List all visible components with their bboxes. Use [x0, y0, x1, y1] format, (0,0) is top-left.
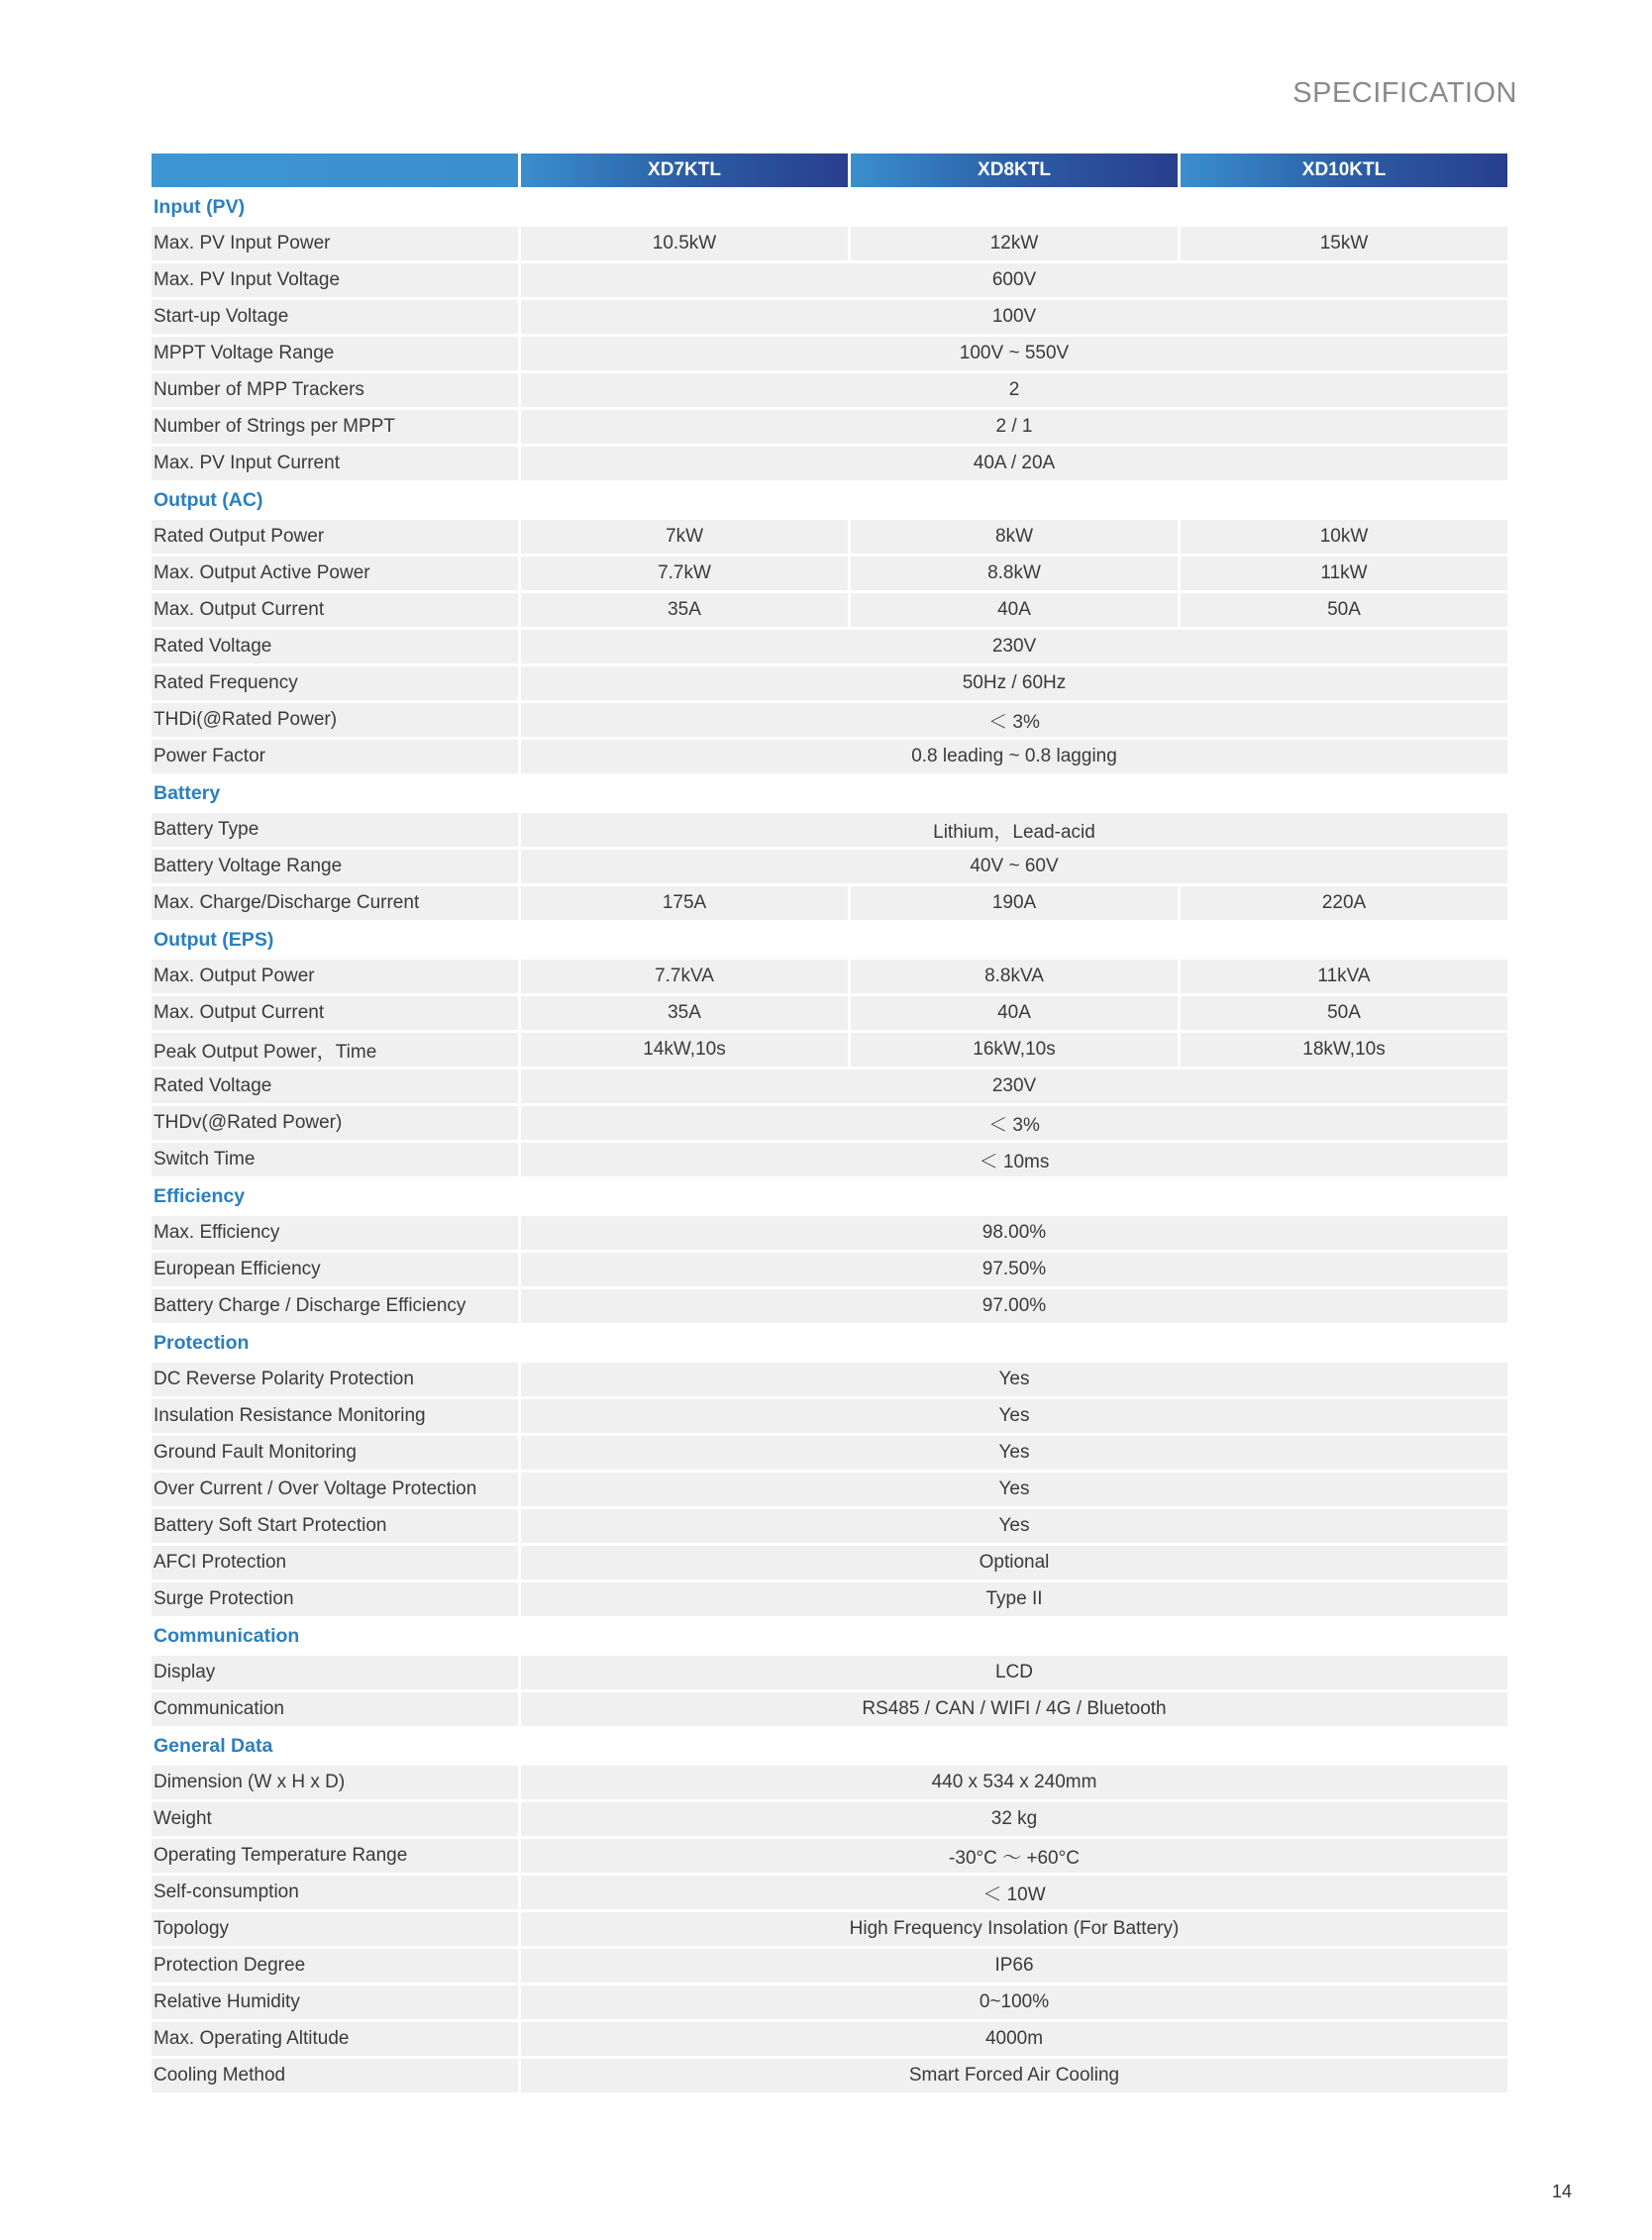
row-value-shared: 0~100%: [521, 1985, 1507, 2019]
table-row: [152, 263, 1507, 297]
section-title: Efficiency: [152, 1179, 1507, 1213]
row-value-shared: Lithium，Lead-acid: [521, 813, 1507, 847]
row-label: THDi(@Rated Power): [152, 703, 518, 737]
table-row: [152, 996, 1507, 1030]
row-value-shared: ＜ 10ms: [521, 1143, 1507, 1176]
row-label: Max. Output Power: [152, 960, 518, 993]
row-value-shared: 600V: [521, 263, 1507, 297]
row-value-shared: 2 / 1: [521, 410, 1507, 444]
row-value: 8.8kVA: [851, 960, 1178, 993]
row-label: Display: [152, 1656, 518, 1689]
row-label: MPPT Voltage Range: [152, 337, 518, 370]
page-header-title: SPECIFICATION: [1292, 77, 1517, 109]
table-row: [152, 886, 1507, 920]
section-row: [152, 923, 1507, 957]
table-row: [152, 1253, 1507, 1286]
row-value-shared: 32 kg: [521, 1802, 1507, 1836]
row-value-shared: 40A / 20A: [521, 447, 1507, 480]
row-value-shared: 4000m: [521, 2022, 1507, 2056]
row-value-shared: Smart Forced Air Cooling: [521, 2059, 1507, 2092]
column-header-xd10ktl: XD10KTL: [1181, 153, 1507, 187]
table-body: [152, 190, 1507, 2092]
row-label: Rated Voltage: [152, 1069, 518, 1103]
row-value-shared: 40V ~ 60V: [521, 850, 1507, 883]
row-label: Max. Operating Altitude: [152, 2022, 518, 2056]
row-value: 35A: [521, 996, 848, 1030]
section-title: Input (PV): [152, 190, 1507, 224]
table-row: [152, 373, 1507, 407]
header-corner-cell: [152, 153, 518, 187]
section-row: [152, 1619, 1507, 1653]
row-label: Number of Strings per MPPT: [152, 410, 518, 444]
row-label: Max. Output Active Power: [152, 557, 518, 590]
row-label: Max. Output Current: [152, 996, 518, 1030]
header-row: [152, 153, 1507, 187]
row-value: 50A: [1181, 996, 1507, 1030]
section-title: Battery: [152, 776, 1507, 810]
row-value: 12kW: [851, 227, 1178, 260]
section-row: [152, 776, 1507, 810]
row-label: Rated Frequency: [152, 666, 518, 700]
table-row: [152, 1949, 1507, 1983]
table-row: [152, 703, 1507, 737]
table-row: [152, 2059, 1507, 2092]
row-value: 15kW: [1181, 227, 1507, 260]
table-row: [152, 557, 1507, 590]
row-value-shared: 100V: [521, 300, 1507, 334]
row-value: 35A: [521, 593, 848, 627]
row-label: Start-up Voltage: [152, 300, 518, 334]
row-label: Number of MPP Trackers: [152, 373, 518, 407]
table-row: [152, 1766, 1507, 1799]
table-row: [152, 1289, 1507, 1323]
row-label: Operating Temperature Range: [152, 1839, 518, 1873]
table-row: [152, 666, 1507, 700]
row-label: Self-consumption: [152, 1876, 518, 1909]
row-value: 18kW,10s: [1181, 1033, 1507, 1067]
section-title: Communication: [152, 1619, 1507, 1653]
table-row: [152, 850, 1507, 883]
table-row: [152, 1033, 1507, 1067]
table-row: [152, 1143, 1507, 1176]
table-row: [152, 1802, 1507, 1836]
table-row: [152, 1546, 1507, 1579]
table-row: [152, 1069, 1507, 1103]
table-row: [152, 1473, 1507, 1506]
row-value: 190A: [851, 886, 1178, 920]
row-label: AFCI Protection: [152, 1546, 518, 1579]
row-value-shared: ＜ 10W: [521, 1876, 1507, 1909]
row-value: 7kW: [521, 520, 848, 554]
table-row: [152, 1509, 1507, 1543]
table-row: [152, 593, 1507, 627]
table-row: [152, 410, 1507, 444]
table-row: [152, 1876, 1507, 1909]
row-value: 16kW,10s: [851, 1033, 1178, 1067]
section-title: Protection: [152, 1326, 1507, 1360]
section-title: Output (EPS): [152, 923, 1507, 957]
row-label: Weight: [152, 1802, 518, 1836]
section-row: [152, 190, 1507, 224]
table-row: [152, 227, 1507, 260]
row-value: 7.7kVA: [521, 960, 848, 993]
row-value-shared: Type II: [521, 1582, 1507, 1616]
row-value-shared: Yes: [521, 1473, 1507, 1506]
row-value: 14kW,10s: [521, 1033, 848, 1067]
row-value-shared: High Frequency Insolation (For Battery): [521, 1912, 1507, 1946]
row-value-shared: ＜ 3%: [521, 1106, 1507, 1140]
table-row: [152, 1399, 1507, 1433]
row-value-shared: 97.50%: [521, 1253, 1507, 1286]
row-label: Switch Time: [152, 1143, 518, 1176]
row-value-shared: LCD: [521, 1656, 1507, 1689]
row-label: Battery Charge / Discharge Efficiency: [152, 1289, 518, 1323]
row-label: Max. PV Input Voltage: [152, 263, 518, 297]
row-value-shared: Yes: [521, 1509, 1507, 1543]
row-label: Battery Voltage Range: [152, 850, 518, 883]
row-value: 7.7kW: [521, 557, 848, 590]
row-value: 40A: [851, 593, 1178, 627]
section-row: [152, 1326, 1507, 1360]
row-label: Max. Charge/Discharge Current: [152, 886, 518, 920]
specification-table: [149, 151, 1510, 2095]
row-label: Communication: [152, 1692, 518, 1726]
table-row: [152, 300, 1507, 334]
row-label: Battery Type: [152, 813, 518, 847]
row-value-shared: 230V: [521, 630, 1507, 663]
row-label: Relative Humidity: [152, 1985, 518, 2019]
table-header: [152, 153, 1507, 187]
row-label: Topology: [152, 1912, 518, 1946]
row-value: 175A: [521, 886, 848, 920]
row-value: 11kVA: [1181, 960, 1507, 993]
row-value: 50A: [1181, 593, 1507, 627]
table-row: [152, 337, 1507, 370]
row-label: DC Reverse Polarity Protection: [152, 1363, 518, 1396]
table-row: [152, 2022, 1507, 2056]
row-value-shared: -30°C ～ +60°C: [521, 1839, 1507, 1873]
row-value-shared: 230V: [521, 1069, 1507, 1103]
table-row: [152, 1363, 1507, 1396]
row-value-shared: 97.00%: [521, 1289, 1507, 1323]
table-row: [152, 1656, 1507, 1689]
row-value-shared: 440 x 534 x 240mm: [521, 1766, 1507, 1799]
section-title: General Data: [152, 1729, 1507, 1763]
table-row: [152, 1912, 1507, 1946]
row-label: Max. PV Input Power: [152, 227, 518, 260]
table-row: [152, 520, 1507, 554]
table-row: [152, 630, 1507, 663]
page-number: 14: [1552, 2182, 1573, 2201]
table-row: [152, 447, 1507, 480]
table-row: [152, 740, 1507, 773]
row-value: 220A: [1181, 886, 1507, 920]
row-value-shared: IP66: [521, 1949, 1507, 1983]
row-label: Dimension (W x H x D): [152, 1766, 518, 1799]
row-value-shared: 100V ~ 550V: [521, 337, 1507, 370]
column-header-xd8ktl: XD8KTL: [851, 153, 1178, 187]
row-label: THDv(@Rated Power): [152, 1106, 518, 1140]
row-label: Insulation Resistance Monitoring: [152, 1399, 518, 1433]
section-title: Output (AC): [152, 483, 1507, 517]
table-row: [152, 1839, 1507, 1873]
row-label: Rated Voltage: [152, 630, 518, 663]
row-value-shared: 98.00%: [521, 1216, 1507, 1250]
row-value: 8.8kW: [851, 557, 1178, 590]
section-row: [152, 1729, 1507, 1763]
table-row: [152, 1216, 1507, 1250]
row-value-shared: Yes: [521, 1363, 1507, 1396]
row-value: 11kW: [1181, 557, 1507, 590]
row-label: European Efficiency: [152, 1253, 518, 1286]
table-row: [152, 1985, 1507, 2019]
row-value: 40A: [851, 996, 1178, 1030]
row-value: 10.5kW: [521, 227, 848, 260]
row-value-shared: RS485 / CAN / WIFI / 4G / Bluetooth: [521, 1692, 1507, 1726]
table-row: [152, 1692, 1507, 1726]
row-label: Max. Output Current: [152, 593, 518, 627]
table-row: [152, 960, 1507, 993]
row-value-shared: Yes: [521, 1436, 1507, 1470]
row-label: Rated Output Power: [152, 520, 518, 554]
row-label: Over Current / Over Voltage Protection: [152, 1473, 518, 1506]
row-value: 8kW: [851, 520, 1178, 554]
row-label: Surge Protection: [152, 1582, 518, 1616]
section-row: [152, 483, 1507, 517]
row-value-shared: 2: [521, 373, 1507, 407]
row-label: Battery Soft Start Protection: [152, 1509, 518, 1543]
row-value: 10kW: [1181, 520, 1507, 554]
row-value-shared: 50Hz / 60Hz: [521, 666, 1507, 700]
row-value-shared: Yes: [521, 1399, 1507, 1433]
row-value-shared: ＜ 3%: [521, 703, 1507, 737]
table-row: [152, 1436, 1507, 1470]
row-label: Peak Output Power，Time: [152, 1033, 518, 1067]
table-row: [152, 1106, 1507, 1140]
row-label: Protection Degree: [152, 1949, 518, 1983]
row-label: Power Factor: [152, 740, 518, 773]
row-label: Cooling Method: [152, 2059, 518, 2092]
table-row: [152, 813, 1507, 847]
row-label: Max. Efficiency: [152, 1216, 518, 1250]
row-value-shared: 0.8 leading ~ 0.8 lagging: [521, 740, 1507, 773]
row-value-shared: Optional: [521, 1546, 1507, 1579]
section-row: [152, 1179, 1507, 1213]
table-row: [152, 1582, 1507, 1616]
row-label: Max. PV Input Current: [152, 447, 518, 480]
column-header-xd7ktl: XD7KTL: [521, 153, 848, 187]
row-label: Ground Fault Monitoring: [152, 1436, 518, 1470]
